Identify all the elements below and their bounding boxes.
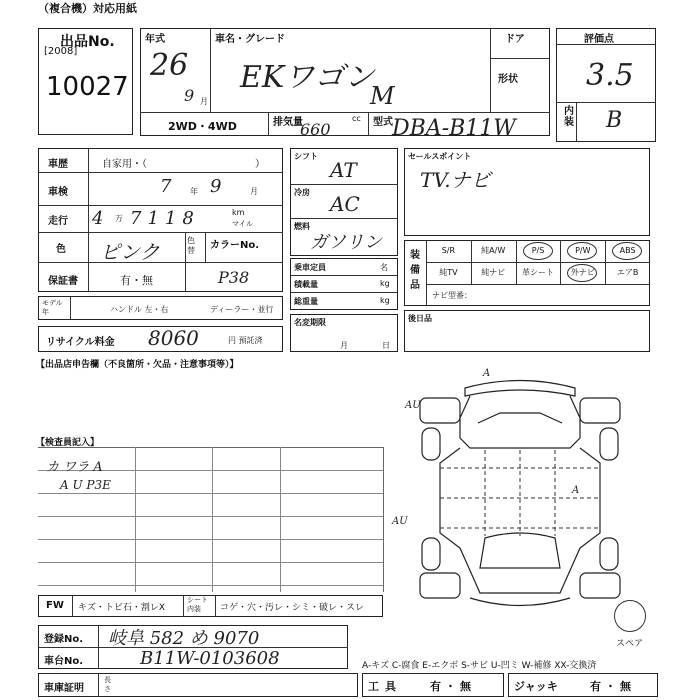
seller-notes-label: 【出品店申告欄（不良箇所・欠品・注意事項等）】 — [36, 360, 239, 370]
model-code-value: DBA-B11W — [392, 116, 516, 141]
warranty-value: 有・無 — [120, 274, 153, 287]
registration-value: 岐阜 582 め 9070 — [108, 628, 260, 649]
capacity-unit: 名 — [380, 263, 388, 272]
color-label: 色 — [56, 244, 66, 255]
aftermarket-label: 後日品 — [408, 314, 432, 323]
sales-point-label: セールスポイント — [408, 152, 472, 161]
navi-model-label: ナビ型番： — [432, 291, 472, 300]
inspector-ruled-line — [38, 516, 383, 517]
aftermarket-box — [404, 310, 650, 352]
weight-label: 総重量 — [294, 297, 318, 306]
seat-label: シート内装 — [187, 596, 208, 613]
dealer-label: ディーラー・並行 — [210, 305, 274, 314]
mileage-km-unit: km — [232, 208, 245, 217]
evaluation-value: 3.5 — [586, 58, 634, 93]
equipment-item-1-1: S/R — [441, 246, 456, 255]
diagram-mark-au-left: AU — [405, 400, 421, 411]
inspector-note-1: カ ワラ A — [46, 460, 103, 475]
spare-label: スペア — [616, 639, 644, 649]
seat-items: コゲ・穴・汚レ・シミ・破レ・スレ — [220, 603, 365, 613]
equipment-item-2-4: 外ナビ — [570, 268, 595, 277]
inspection-month: 9 — [210, 176, 222, 197]
history-label: 車歴 — [48, 159, 68, 170]
name-change-label: 名変期限 — [294, 318, 326, 327]
mileage-mile-unit: マイル — [232, 220, 253, 228]
mileage-man-unit: 万 — [115, 214, 123, 223]
aircon-value: AC — [330, 192, 360, 216]
equipment-circle-mark — [523, 242, 553, 260]
inspector-column-line — [135, 447, 136, 592]
jack-label: ジャッキ — [514, 680, 558, 693]
color-no-label: カラーNo. — [210, 240, 260, 251]
shift-value: AT — [330, 158, 357, 182]
lot-label: 出品No. — [60, 34, 115, 50]
equipment-item-2-5: エアB — [616, 268, 639, 277]
history-value: 自家用・（ — [102, 159, 147, 170]
shift-label: シフト — [294, 152, 318, 161]
displacement-label: 排気量 — [273, 117, 303, 128]
diagram-mark-a-top: A — [483, 368, 491, 379]
evaluation-label: 評価点 — [584, 34, 614, 45]
garage-cert-label: 車庫証明 — [44, 683, 84, 694]
equipment-item-1-2: 純A/W — [481, 246, 506, 255]
mileage-man: 4 — [92, 208, 104, 229]
drive-label: 2WD・4WD — [168, 120, 237, 133]
lot-number: 10027 — [46, 72, 129, 102]
weight-unit: kg — [380, 296, 390, 305]
model-year-label: 年式 — [145, 34, 165, 45]
car-grade-value: M — [370, 82, 395, 110]
fw-label: FW — [46, 600, 64, 611]
damage-legend: A-キズ C-腐食 E-エクボ S-サビ U-凹ミ W-補修 XX-交換済 — [362, 661, 597, 671]
car-name-value: EKワゴン — [240, 60, 375, 95]
recycle-unit: 円 預託済 — [228, 336, 263, 345]
garage-cert-sub: 長さ — [104, 676, 111, 693]
load-label: 積載量 — [294, 280, 318, 289]
equipment-circle-mark — [612, 242, 642, 260]
inspector-ruled-line — [38, 539, 383, 540]
color-no-value: P38 — [218, 268, 250, 287]
model-code-label: 型式 — [373, 117, 393, 128]
mileage-label: 走行 — [48, 216, 68, 227]
inspection-month-unit: 月 — [250, 187, 258, 196]
vehicle-damage-diagram — [400, 368, 640, 618]
displacement-value: 660 — [300, 120, 331, 139]
form-title: （複合機）対応用紙 — [38, 2, 137, 15]
history-close: ） — [255, 159, 265, 170]
chassis-label: 車台No. — [44, 656, 84, 667]
color-change-label: 色替 — [187, 236, 195, 255]
equipment-item-1-3: P/S — [531, 246, 545, 255]
mileage-value: 7118 — [130, 208, 200, 229]
jack-value: 有・無 — [590, 680, 635, 693]
aircon-label: 冷房 — [294, 188, 310, 197]
inspection-year-unit: 年 — [190, 187, 198, 196]
equipment-item-2-1: 純TV — [439, 268, 458, 277]
model-year-misc-label: モデル年 — [42, 299, 63, 316]
car-name-label: 車名・グレード — [215, 34, 285, 45]
sales-point-value: TV.ナビ — [420, 168, 491, 192]
diagram-mark-a-right: A — [572, 485, 580, 496]
tools-label: 工具 — [368, 680, 402, 693]
fuel-value: ガソリン — [310, 232, 382, 253]
equipment-item-2-2: 純ナビ — [481, 268, 506, 277]
interior-label: 内装 — [564, 106, 574, 128]
lot-year: [2008] — [44, 46, 78, 57]
displacement-unit: cc — [352, 114, 361, 123]
warranty-label: 保証書 — [48, 276, 78, 287]
equipment-item-1-4: P/W — [575, 246, 591, 255]
inspection-year: 7 — [160, 176, 172, 197]
garage-cert-box — [38, 673, 358, 697]
model-year-value: 26 — [150, 48, 189, 83]
load-unit: kg — [380, 279, 390, 288]
name-change-day-unit: 日 — [382, 341, 390, 350]
tools-value: 有・無 — [430, 680, 475, 693]
recycle-label: リサイクル料金 — [46, 337, 115, 348]
door-label: ドア — [505, 34, 525, 45]
name-change-month-unit: 月 — [340, 341, 348, 350]
recycle-value: 8060 — [148, 326, 199, 350]
inspector-ruled-line — [38, 562, 383, 563]
model-year-month-unit: 月 — [200, 97, 208, 106]
equipment-item-2-3: 革シート — [521, 268, 554, 277]
spare-tire-circle — [614, 600, 646, 632]
model-year-month: 9 — [184, 86, 195, 105]
fuel-label: 燃料 — [294, 222, 310, 231]
diagram-mark-au-side: AU — [392, 516, 408, 527]
inspector-column-line — [212, 447, 213, 592]
equipment-label: 装備品 — [410, 250, 420, 291]
color-value: ピンク — [100, 240, 160, 264]
inspector-column-line — [280, 447, 281, 592]
interior-value: B — [606, 108, 623, 133]
equipment-item-1-5: ABS — [619, 246, 636, 255]
inspector-label: 【検査員記入】 — [36, 438, 100, 448]
shape-label: 形状 — [498, 74, 518, 85]
inspector-note-2: A U P3E — [60, 478, 111, 492]
inspector-ruled-line — [38, 493, 383, 494]
fw-items: キズ・トビ石・割レX — [78, 603, 165, 613]
inspection-label: 車検 — [48, 187, 68, 198]
capacity-label: 乗車定員 — [294, 263, 326, 272]
inspector-ruled-line — [38, 585, 383, 586]
handle-label: ハンドル 左・右 — [110, 305, 169, 314]
registration-label: 登録No. — [44, 634, 84, 645]
chassis-value: B11W-0103608 — [140, 648, 280, 669]
